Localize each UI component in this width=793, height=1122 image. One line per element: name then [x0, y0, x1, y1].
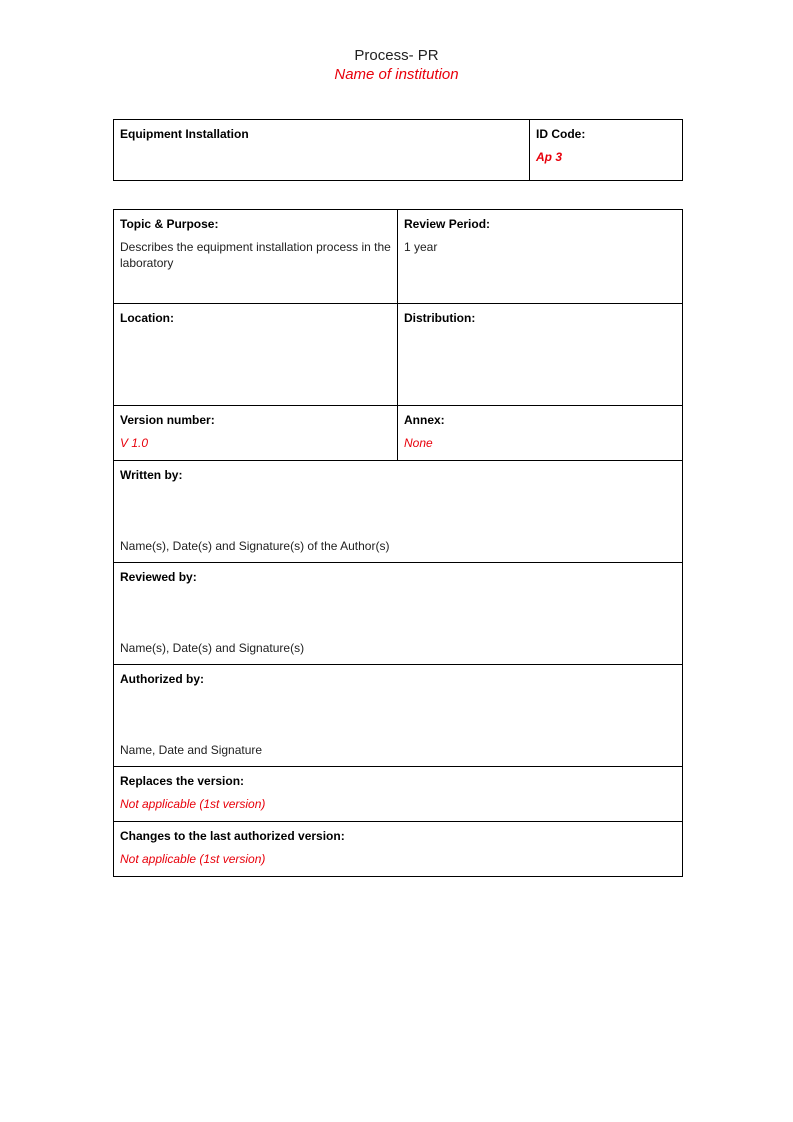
document-header	[0, 46, 793, 84]
procedure-name: Equipment Installation	[120, 127, 249, 141]
replaces-version-label: Replaces the version:	[120, 774, 245, 788]
id-code-cell	[530, 120, 683, 181]
distribution-label: Distribution:	[404, 311, 476, 325]
id-table	[113, 119, 683, 181]
location-cell	[114, 304, 398, 406]
id-code-label: ID Code:	[536, 127, 586, 141]
review-period-label: Review Period:	[404, 217, 491, 231]
written-by-note: Name(s), Date(s) and Signature(s) of the Author(s)	[120, 539, 390, 553]
written-by-label: Written by:	[120, 468, 183, 482]
reviewed-by-note: Name(s), Date(s) and Signature(s)	[120, 641, 305, 655]
version-number-value: V 1.0	[120, 436, 149, 450]
version-number-cell	[114, 406, 398, 461]
location-label: Location:	[120, 311, 174, 325]
review-period-value: 1 year	[404, 240, 438, 254]
reviewed-by-label: Reviewed by:	[120, 570, 197, 584]
replaces-version-cell	[114, 767, 683, 822]
id-code-value: Ap 3	[536, 150, 563, 164]
authorized-by-cell	[114, 665, 683, 767]
authorized-by-note: Name, Date and Signature	[120, 743, 263, 757]
institution-name: Name of institution	[334, 66, 459, 83]
document-title: Process- PR	[354, 47, 439, 64]
annex-cell	[398, 406, 683, 461]
annex-value: None	[404, 436, 433, 450]
authorized-by-label: Authorized by:	[120, 672, 204, 686]
version-number-label: Version number:	[120, 413, 215, 427]
written-by-cell	[114, 461, 683, 563]
changes-value: Not applicable (1st version)	[120, 852, 266, 866]
replaces-version-value: Not applicable (1st version)	[120, 797, 266, 811]
reviewed-by-cell	[114, 563, 683, 665]
topic-purpose-cell	[114, 210, 398, 304]
topic-purpose-value: Describes the equipment installation process in the laboratory	[120, 240, 391, 270]
distribution-cell	[398, 304, 683, 406]
annex-label: Annex:	[404, 413, 445, 427]
changes-cell	[114, 822, 683, 877]
procedure-info-table	[113, 209, 683, 877]
review-period-cell	[398, 210, 683, 304]
topic-purpose-label: Topic & Purpose:	[120, 217, 219, 231]
procedure-name-cell	[114, 120, 530, 181]
changes-label: Changes to the last authorized version:	[120, 829, 345, 843]
